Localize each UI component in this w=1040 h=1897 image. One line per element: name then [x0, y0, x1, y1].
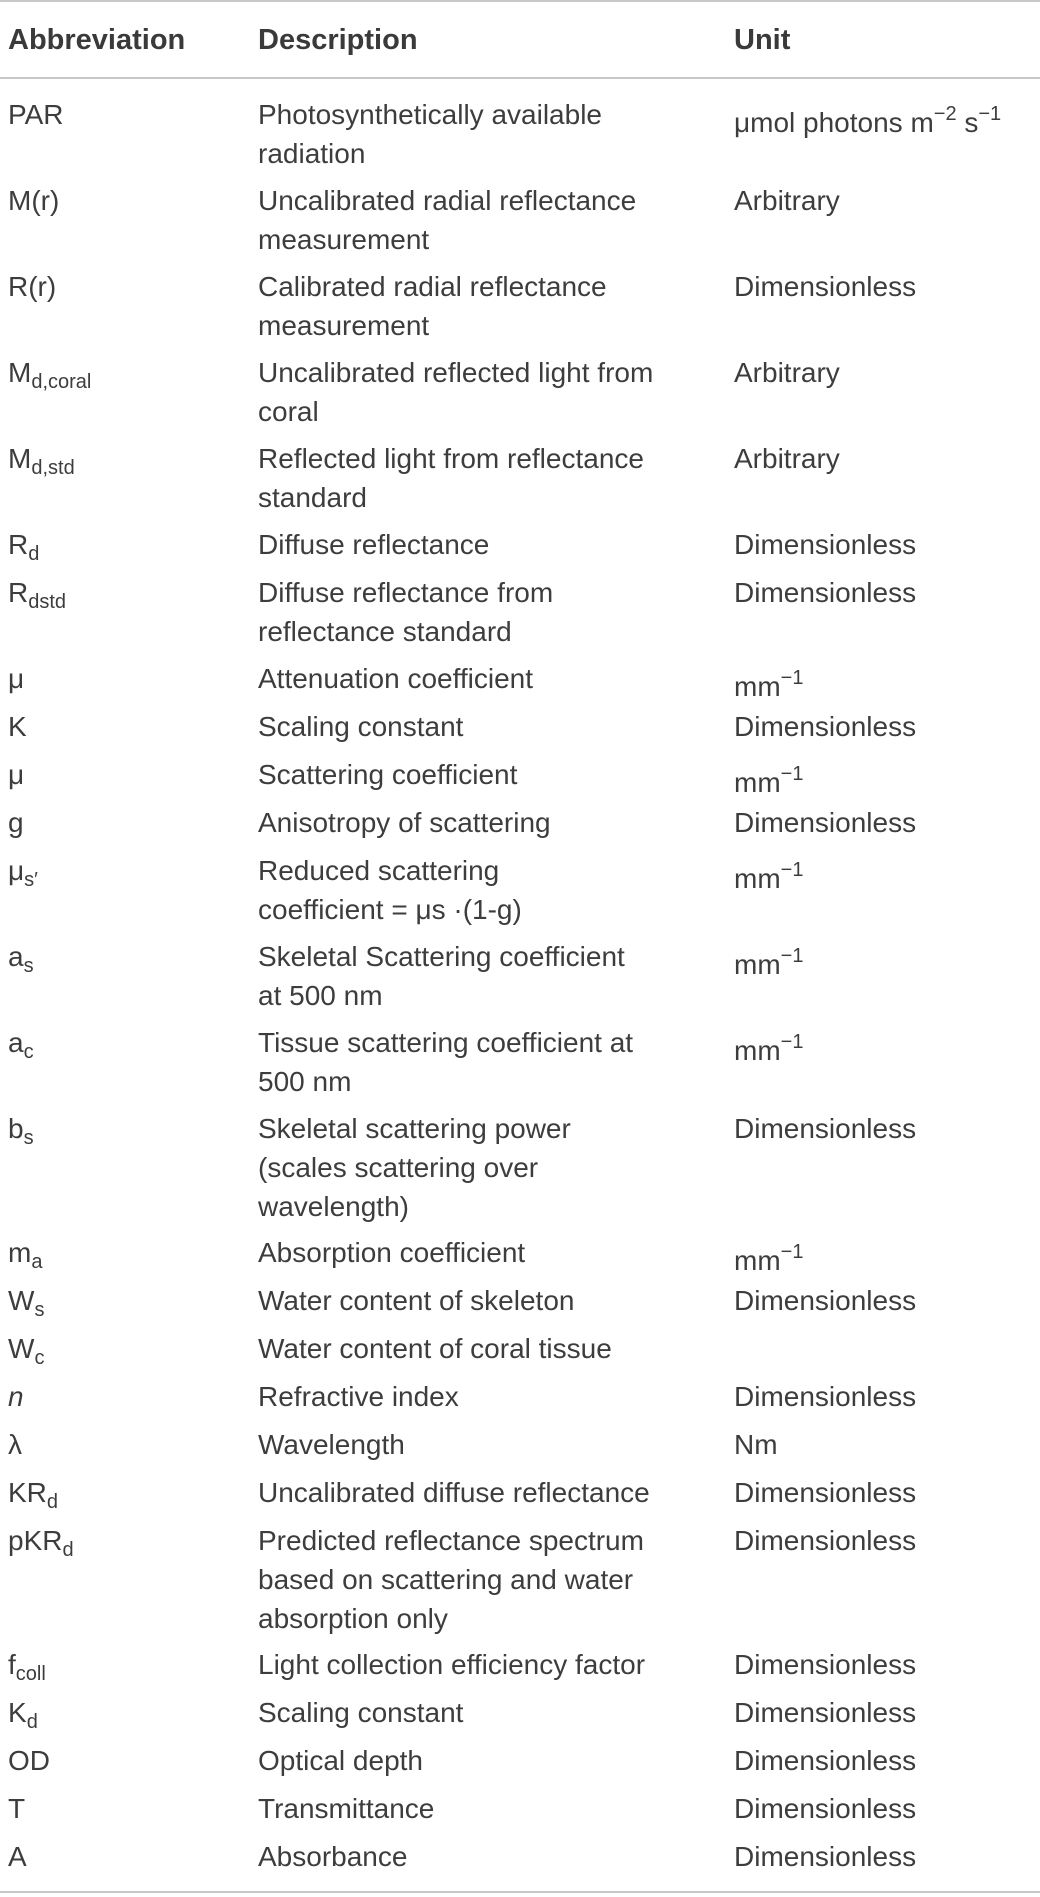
- cell-abbreviation: $R_d$: [8, 529, 40, 565]
- cell-unit: Dimensionless: [734, 807, 917, 838]
- cell-unit: $mm^{-1}$: [734, 667, 804, 702]
- cell-abbreviation: T: [8, 1793, 26, 1824]
- cell-unit: $mm^{-1}$: [734, 1241, 804, 1276]
- table-row: [0, 1645, 1040, 1684]
- cell-unit: Dimensionless: [734, 1697, 917, 1728]
- cell-unit: Dimensionless: [734, 1525, 917, 1556]
- table-row: [0, 659, 1040, 702]
- table-row: [0, 525, 1040, 564]
- cell-unit: Nm: [734, 1429, 778, 1460]
- cell-abbreviation: $b_s$: [8, 1113, 34, 1149]
- cell-description: Scattering coefficient: [258, 759, 518, 790]
- cell-abbreviation: PAR: [8, 99, 64, 130]
- cell-abbreviation: μ: [8, 759, 25, 790]
- cell-description: Reduced scattering coefficient = μs ·(1-g): [258, 855, 522, 925]
- cell-description: Optical depth: [258, 1745, 423, 1776]
- table-row: [0, 267, 1040, 345]
- table-row: [0, 95, 1040, 173]
- cell-description: Skeletal Scattering coefficient at 500 nm: [258, 941, 625, 1011]
- table-row: [0, 1473, 1040, 1512]
- cell-unit: Dimensionless: [734, 577, 917, 608]
- cell-unit: Arbitrary: [734, 185, 840, 216]
- cell-abbreviation: $a_c$: [8, 1027, 34, 1063]
- header-unit: Unit: [734, 24, 791, 56]
- table-row: [0, 937, 1040, 1015]
- table-row: [0, 1109, 1040, 1226]
- cell-description: Light collection efficiency factor: [258, 1649, 646, 1680]
- header-description: Description: [258, 24, 418, 56]
- table-row: [0, 755, 1040, 798]
- table-row: [0, 1521, 1040, 1638]
- cell-unit: $mm^{-1}$: [734, 1031, 804, 1066]
- cell-unit: Dimensionless: [734, 1113, 917, 1144]
- table-row: [0, 1281, 1040, 1320]
- table-row: [0, 181, 1040, 259]
- cell-description: Tissue scattering coefficient at 500 nm: [258, 1027, 634, 1097]
- header-rule: [0, 77, 1040, 79]
- cell-unit: Dimensionless: [734, 1745, 917, 1776]
- table-row: [0, 803, 1040, 842]
- cell-unit: Dimensionless: [734, 1649, 917, 1680]
- table-row: [0, 1741, 1040, 1780]
- cell-abbreviation: $W_s$: [8, 1285, 45, 1321]
- table-row: [0, 1425, 1040, 1464]
- cell-abbreviation: μ: [8, 663, 25, 694]
- cell-abbreviation: $W_c$: [8, 1333, 45, 1369]
- cell-description: Photosynthetically available radiation: [258, 99, 602, 169]
- cell-unit: Dimensionless: [734, 711, 917, 742]
- cell-abbreviation: pKR$_d$: [8, 1525, 74, 1561]
- cell-abbreviation: $K_d$: [8, 1697, 38, 1733]
- table-row: [0, 1233, 1040, 1276]
- cell-abbreviation: $R_{dstd}$: [8, 577, 67, 613]
- cell-abbreviation: $KR_d$: [8, 1477, 59, 1513]
- cell-abbreviation: $f_{coll}$: [8, 1649, 46, 1685]
- cell-description: Water content of skeleton: [258, 1285, 575, 1316]
- cell-abbreviation: A: [8, 1841, 27, 1872]
- table-row: [0, 707, 1040, 746]
- table-row: [0, 1023, 1040, 1101]
- cell-unit: Dimensionless: [734, 1381, 917, 1412]
- cell-abbreviation: λ: [8, 1429, 22, 1460]
- table-row: [0, 1693, 1040, 1732]
- cell-description: Uncalibrated diffuse reflectance: [258, 1477, 650, 1508]
- cell-unit: Dimensionless: [734, 271, 917, 302]
- cell-unit: Dimensionless: [734, 529, 917, 560]
- table-row: [0, 439, 1040, 517]
- cell-abbreviation: g: [8, 807, 24, 838]
- cell-unit: Arbitrary: [734, 443, 840, 474]
- table-row: [0, 851, 1040, 929]
- cell-abbreviation: $M_{d,std}$: [8, 443, 75, 479]
- cell-abbreviation: M(r): [8, 185, 60, 216]
- cell-description: Transmittance: [258, 1793, 435, 1824]
- table-bottom-rule: [0, 1891, 1040, 1893]
- table-row: [0, 1377, 1040, 1416]
- cell-unit: $mm^{-1}$: [734, 859, 804, 894]
- table-row: [0, 573, 1040, 651]
- header-abbreviation: Abbreviation: [8, 24, 186, 56]
- table-row: [0, 1837, 1040, 1876]
- cell-description: Diffuse reflectance from reflectance standard: [258, 577, 554, 647]
- cell-description: Skeletal scattering power (scales scattering over wavelength): [258, 1113, 571, 1222]
- cell-abbreviation: OD: [8, 1745, 50, 1776]
- cell-unit: Dimensionless: [734, 1841, 917, 1872]
- cell-description: Attenuation coefficient: [258, 663, 534, 694]
- cell-description: Absorption coefficient: [258, 1237, 526, 1268]
- cell-description: Anisotropy of scattering: [258, 807, 551, 838]
- cell-unit: Dimensionless: [734, 1285, 917, 1316]
- cell-description: Uncalibrated radial reflectance measurement: [258, 185, 637, 255]
- cell-description: Predicted reflectance spectrum based on scattering and water absorption only: [258, 1525, 644, 1634]
- cell-abbreviation: R(r): [8, 271, 57, 302]
- cell-description: Diffuse reflectance: [258, 529, 490, 560]
- table-row: [0, 1789, 1040, 1828]
- cell-description: Refractive index: [258, 1381, 459, 1412]
- cell-abbreviation: $m_a$: [8, 1237, 43, 1273]
- cell-description: Wavelength: [258, 1429, 405, 1460]
- cell-abbreviation: $\mu_{s'}$: [8, 855, 38, 891]
- table-row: [0, 353, 1040, 431]
- cell-abbreviation: K: [8, 711, 27, 742]
- cell-abbreviation: $M_{d,coral}$: [8, 357, 92, 393]
- cell-unit: Dimensionless: [734, 1793, 917, 1824]
- cell-description: Absorbance: [258, 1841, 408, 1872]
- cell-description: Scaling constant: [258, 711, 464, 742]
- cell-abbreviation: n: [8, 1381, 24, 1412]
- cell-description: Reflected light from reflectance standard: [258, 443, 644, 513]
- cell-description: Water content of coral tissue: [258, 1333, 612, 1364]
- table-row: [0, 1329, 1040, 1368]
- cell-unit: $mm^{-1}$: [734, 763, 804, 798]
- table-top-rule: [0, 0, 1040, 2]
- cell-unit: Dimensionless: [734, 1477, 917, 1508]
- table-header: [0, 16, 1040, 66]
- cell-abbreviation: $a_s$: [8, 941, 34, 977]
- cell-description: Scaling constant: [258, 1697, 464, 1728]
- cell-description: Uncalibrated reflected light from coral: [258, 357, 654, 427]
- cell-description: Calibrated radial reflectance measurement: [258, 271, 607, 341]
- cell-unit: Arbitrary: [734, 357, 840, 388]
- cell-unit: $mm^{-1}$: [734, 945, 804, 980]
- cell-unit: μmol photons $m^{-2}$ $s^{-1}$: [734, 103, 1002, 138]
